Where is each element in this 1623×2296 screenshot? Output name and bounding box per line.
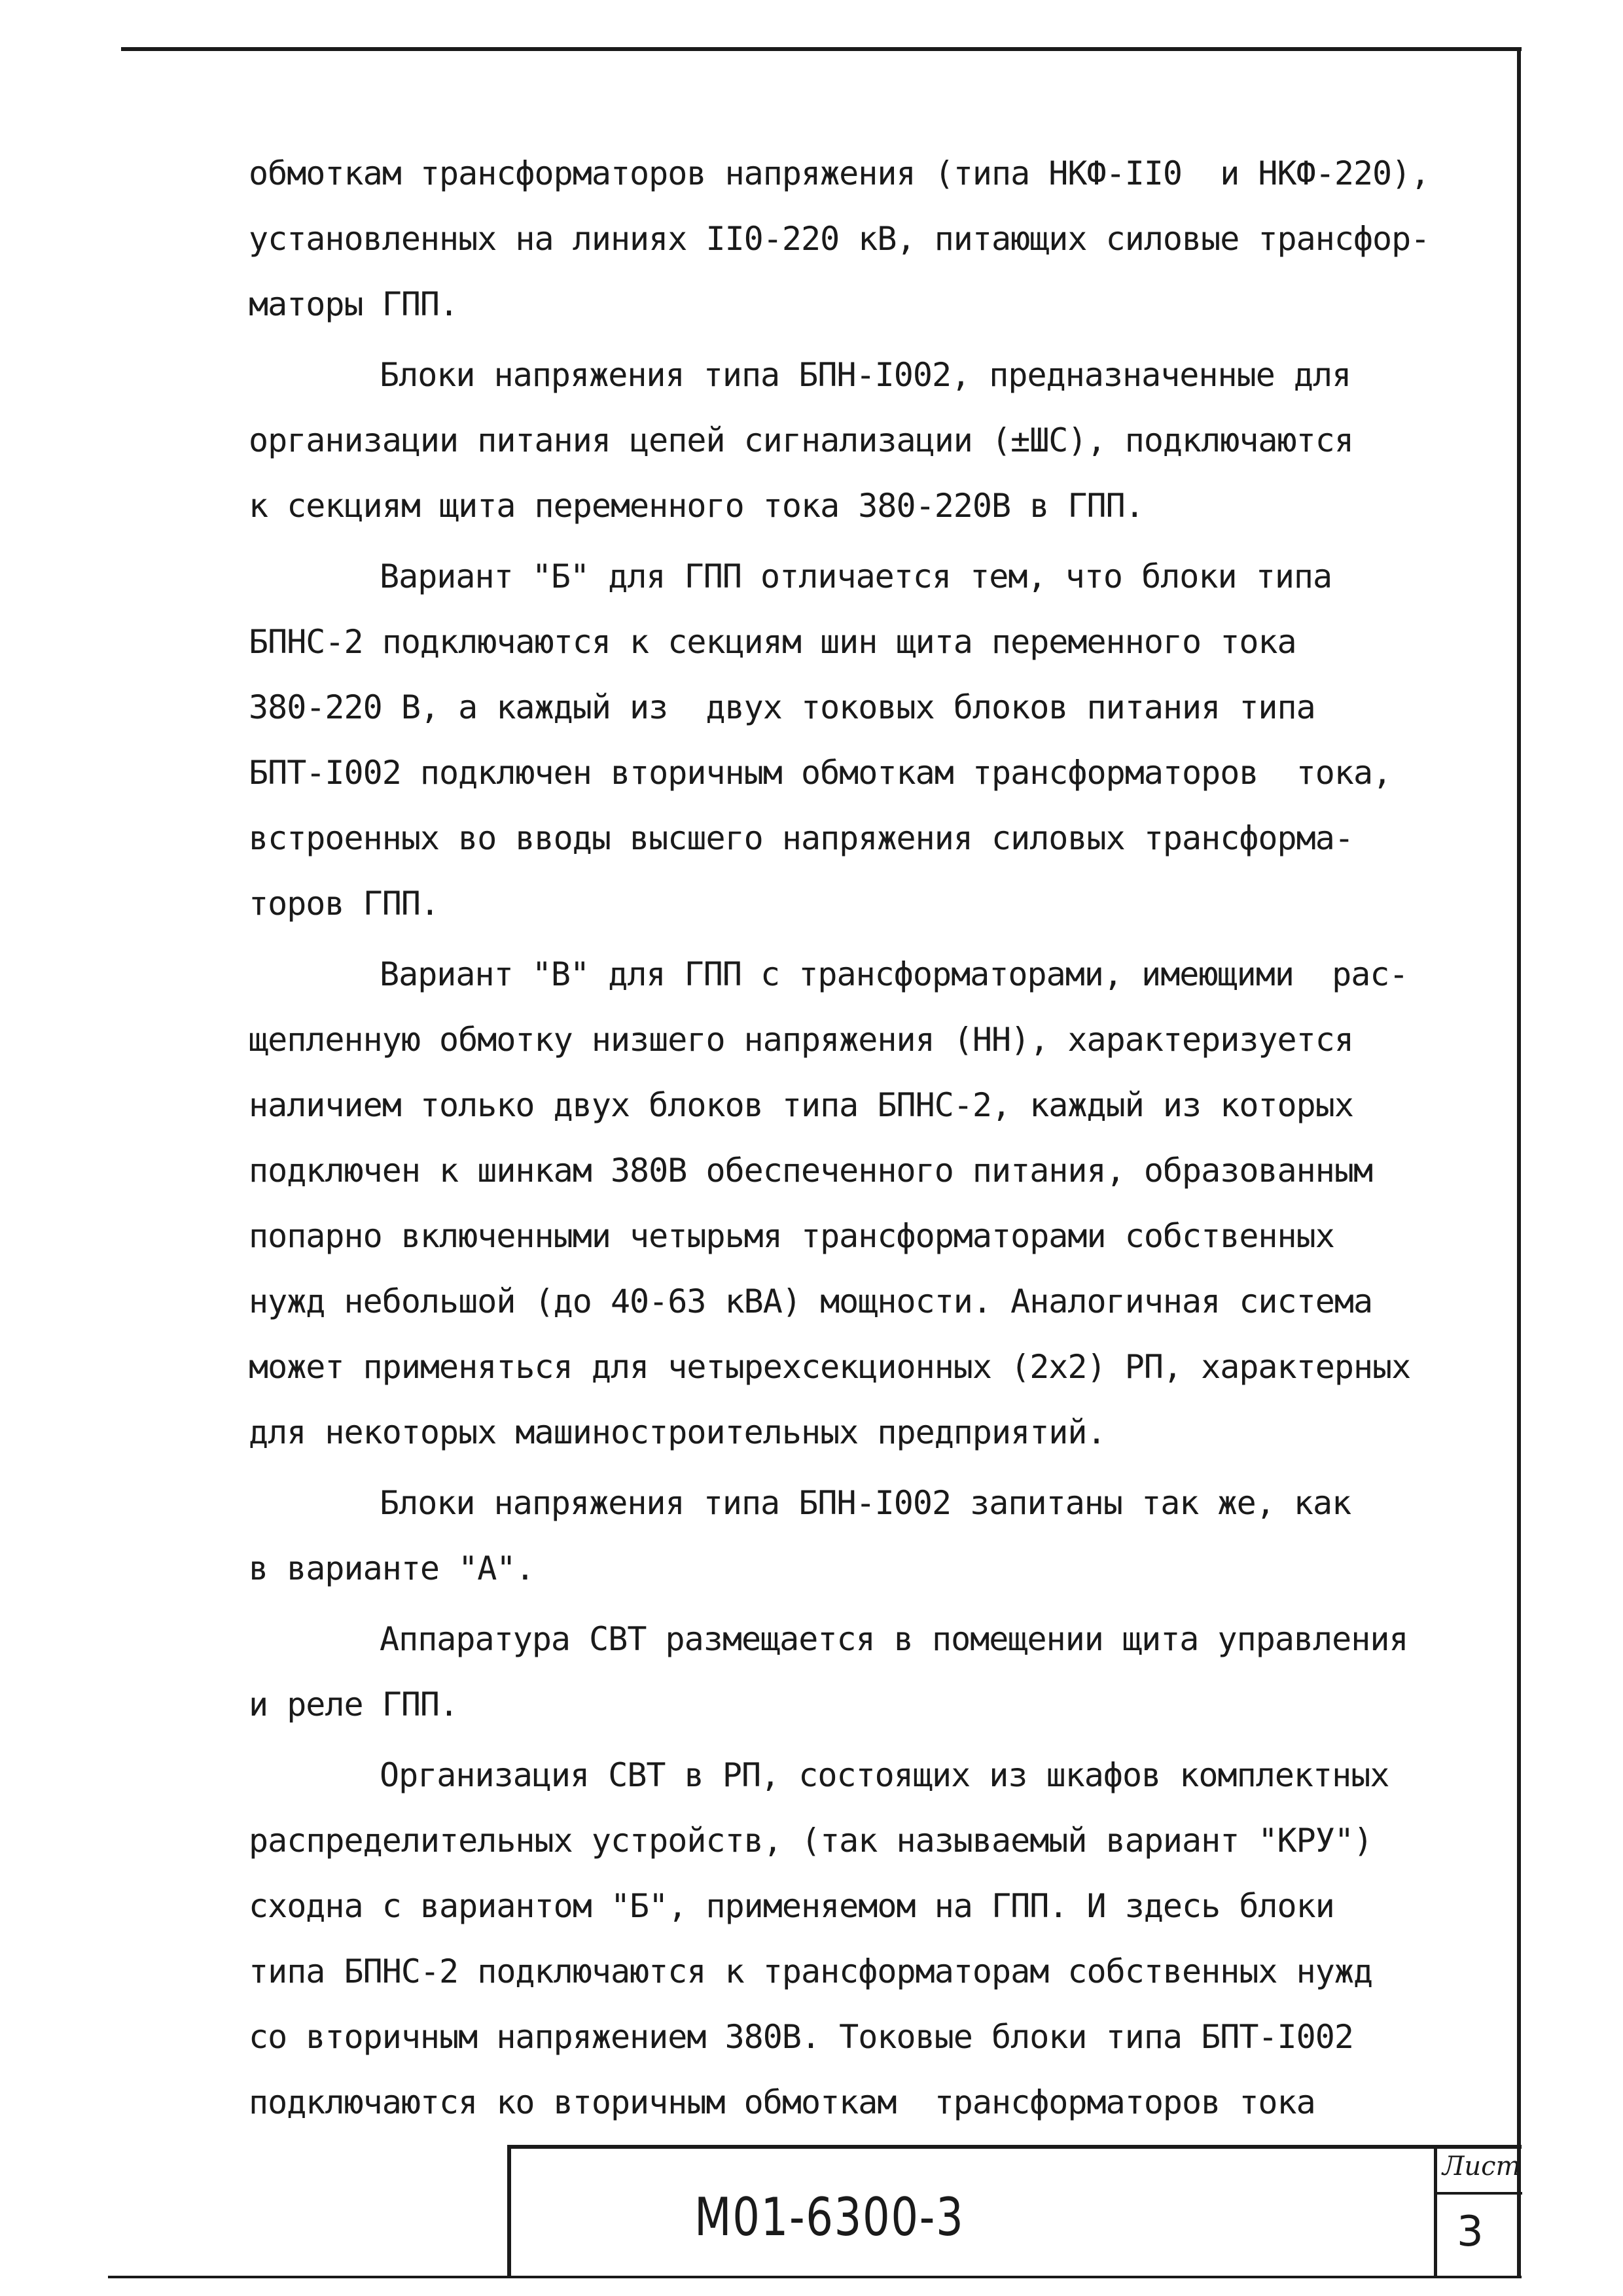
body-line-19: может применяться для четырехсекционных (2х2) РП, характерных (249, 1348, 1411, 1386)
body-line-11: встроенных во вводы высшего напряжения силовых трансформа- (249, 819, 1353, 857)
body-line-16: подключен к шинкам 380В обеспеченного питания, образованным (249, 1152, 1373, 1190)
body-line-26: распределительных устройств, (так называемый вариант "КРУ") (249, 1822, 1373, 1860)
sheet-box (1434, 2149, 1522, 2278)
body-line-13: Вариант "В" для ГПП с трансформаторами, имеющими рас- (380, 955, 1408, 993)
body-line-2: установленных на линиях II0-220 кВ, питающих силовые трансфор- (249, 220, 1430, 258)
body-line-27: сходна с вариантом "Б", применяемом на ГПП. И здесь блоки (249, 1887, 1334, 1925)
body-line-28: типа БПНС-2 подключаются к трансформаторам собственных нужд (249, 1952, 1373, 1990)
body-line-6: к секциям щита переменного тока 380-220В в ГПП. (249, 487, 1144, 525)
title-block (507, 2145, 1522, 2278)
body-line-5: организации питания цепей сигнализации (±ШС), подключаются (249, 421, 1353, 459)
body-line-18: нужд небольшой (до 40-63 кВА) мощности. Аналогичная система (249, 1282, 1373, 1320)
body-line-7: Вариант "Б" для ГПП отличается тем, что блоки типа (380, 557, 1332, 595)
body-line-30: подключаются ко вторичным обмоткам трансформаторов тока (249, 2083, 1315, 2121)
document-code: М01-6300-3 (694, 2187, 965, 2248)
sheet-divider (1437, 2192, 1522, 2195)
body-line-20: для некоторых машиностроительных предприятий. (249, 1413, 1106, 1451)
page-frame-top (121, 47, 1522, 51)
body-line-8: БПНС-2 подключаются к секциям шин щита переменного тока (249, 623, 1296, 661)
body-line-25: Организация СВТ в РП, состоящих из шкафов комплектных (380, 1756, 1389, 1794)
body-line-29: со вторичным напряжением 380В. Токовые блоки типа БПТ-I002 (249, 2018, 1353, 2056)
sheet-number: 3 (1457, 2208, 1484, 2256)
body-line-23: Аппаратура СВТ размещается в помещении щита управления (380, 1620, 1408, 1658)
body-line-15: наличием только двух блоков типа БПНС-2, каждый из которых (249, 1086, 1353, 1124)
body-line-12: торов ГПП. (249, 885, 440, 923)
body-line-14: щепленную обмотку низшего напряжения (НН), характеризуется (249, 1021, 1353, 1059)
body-line-21: Блоки напряжения типа БПН-I002 запитаны так же, как (380, 1484, 1351, 1522)
sheet-label: Лист (1442, 2151, 1521, 2181)
body-line-3: маторы ГПП. (249, 285, 459, 323)
body-line-9: 380-220 В, а каждый из двух токовых блоков питания типа (249, 688, 1315, 726)
body-line-10: БПТ-I002 подключен вторичным обмоткам трансформаторов тока, (249, 754, 1392, 792)
body-line-4: Блоки напряжения типа БПН-I002, предназначенные для (380, 356, 1351, 394)
document-body (249, 141, 1518, 2135)
body-line-1: обмоткам трансформаторов напряжения (типа НКФ-II0 и НКФ-220), (249, 154, 1430, 192)
body-line-17: попарно включенными четырьмя трансформаторами собственных (249, 1217, 1334, 1255)
body-line-22: в варианте "А". (249, 1549, 535, 1587)
body-line-24: и реле ГПП. (249, 1686, 459, 1723)
